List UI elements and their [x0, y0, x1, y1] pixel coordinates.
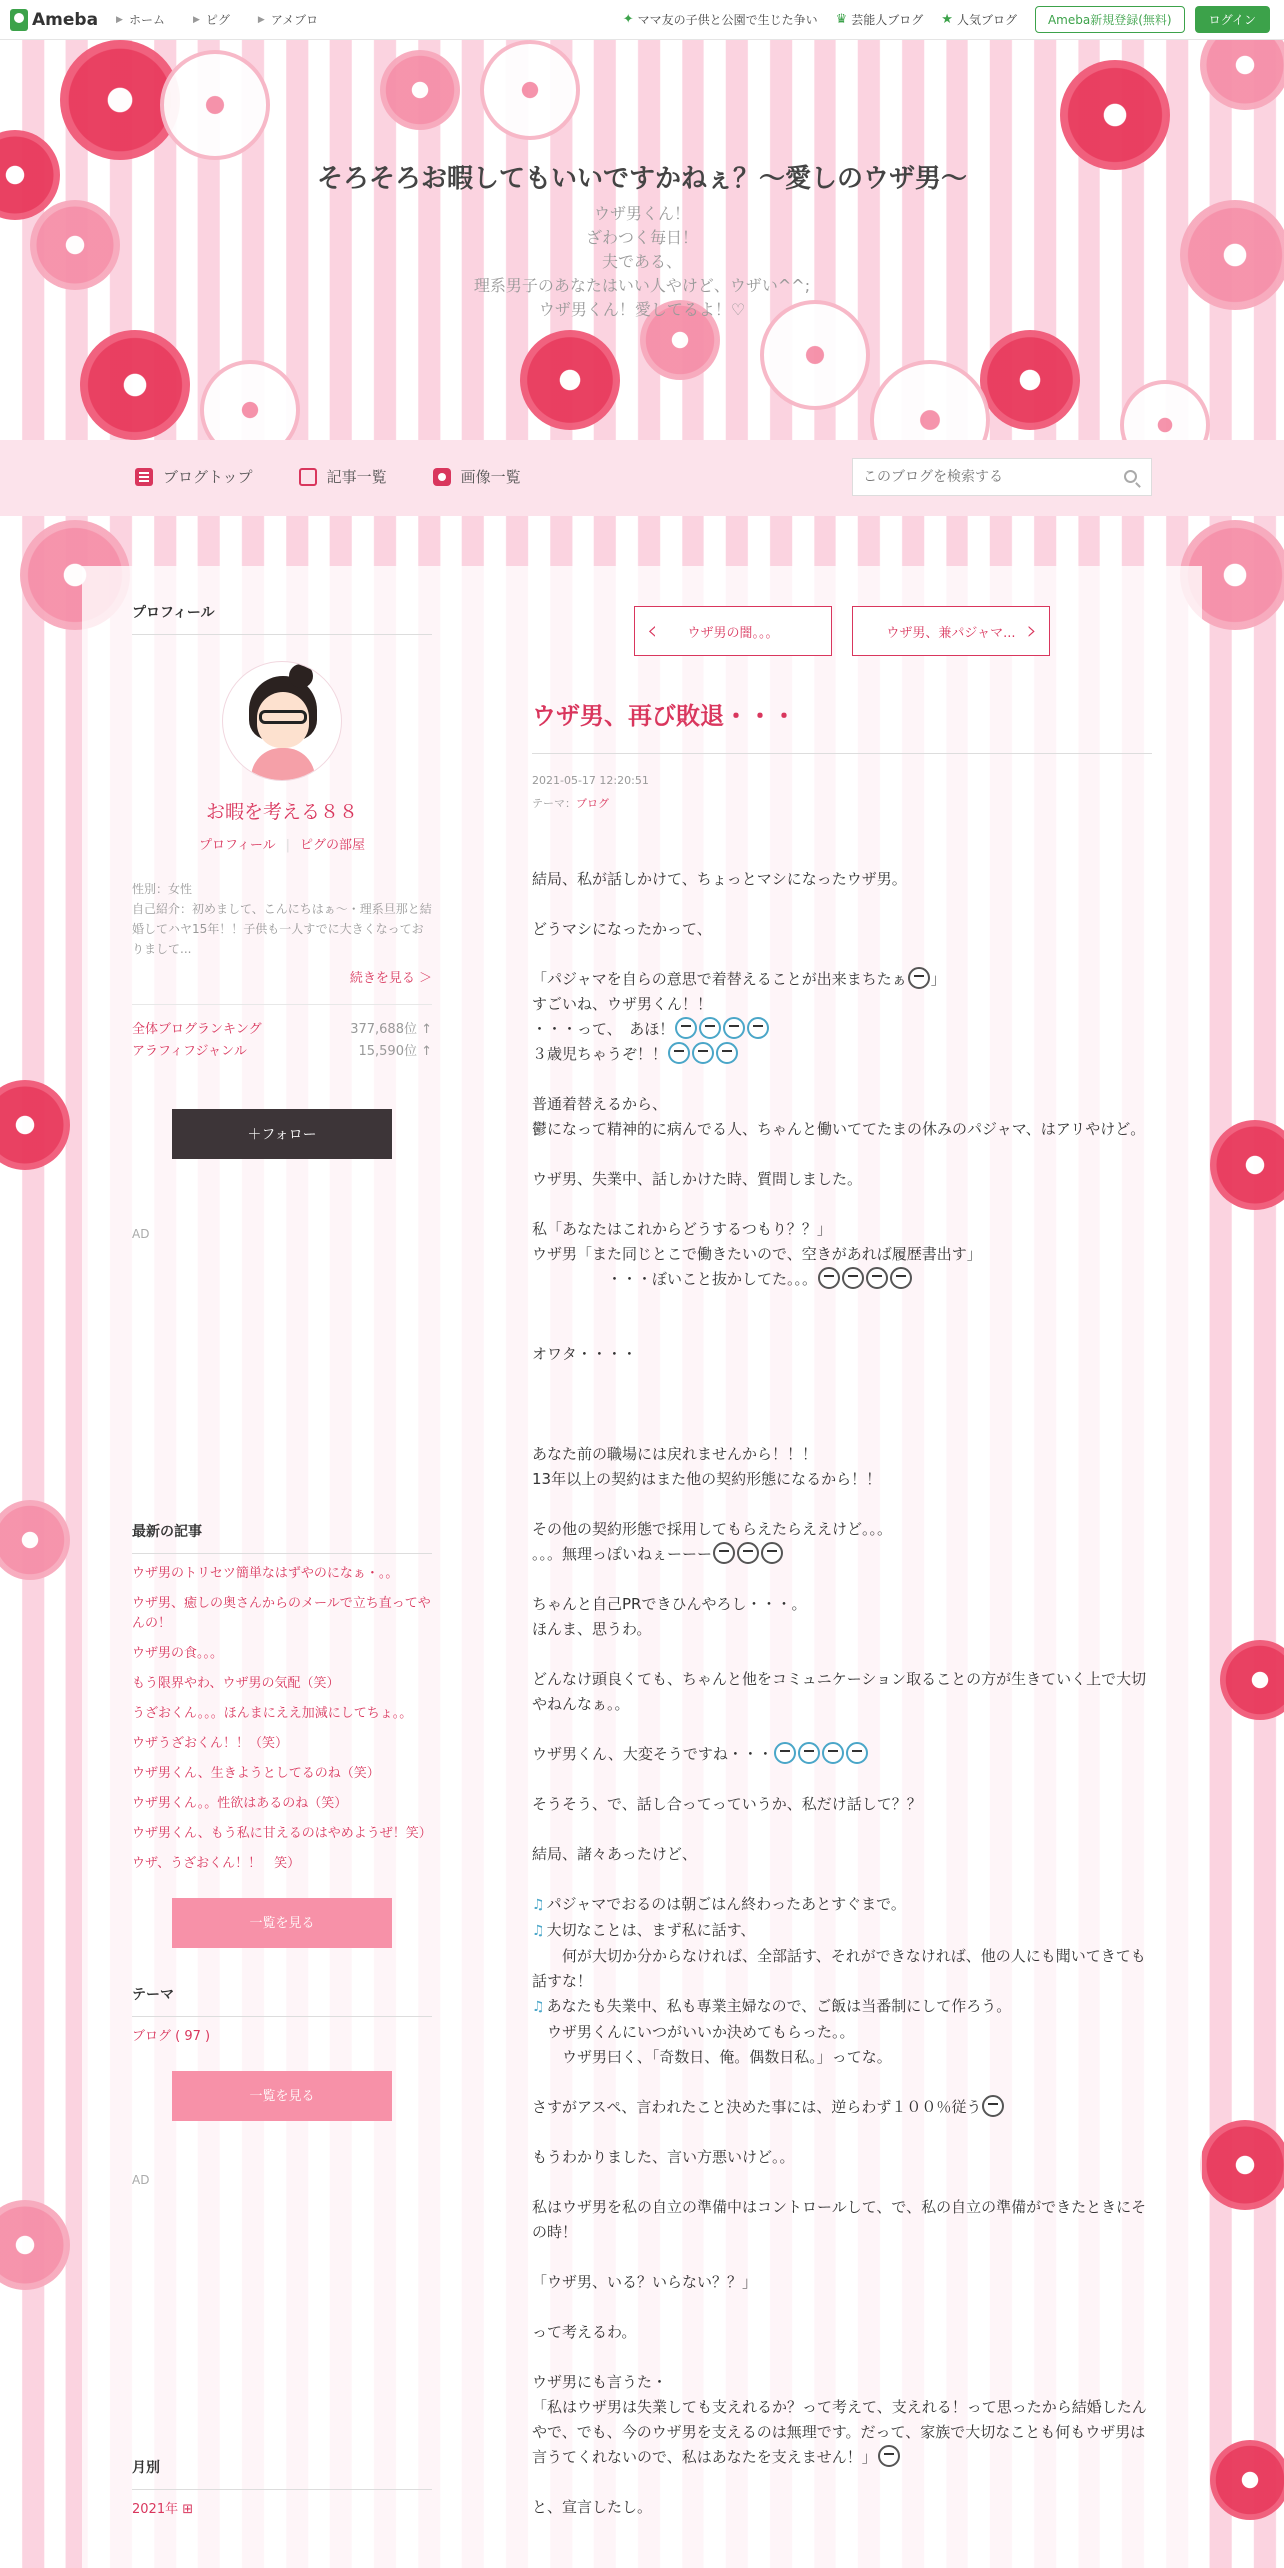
body-paragraph: 「ウザ男、いる？いらない？？」 — [532, 2273, 758, 2291]
main-container — [82, 566, 1202, 2568]
body-paragraph: オワタ・・・・ — [532, 1345, 637, 1363]
next-article-button[interactable]: ウザ男、兼パジャマ... › — [852, 606, 1050, 656]
emoji-icon — [692, 1042, 714, 1064]
blog-description: ウザ男くん！ ざわつく毎日！ 夫である、 理系男子のあなたはいい人やけど、ウザい^^; ウザ男くん！愛してるよ！♡ — [473, 204, 811, 319]
latest-article-link[interactable]: ウザ、うざおくん！！ 笑） — [132, 1856, 301, 1871]
emoji-icon — [761, 1542, 783, 1564]
body-paragraph: ♫ パジャマでおるのは朝ごはん終わったあとすぐまで。 — [532, 1895, 906, 1913]
body-paragraph: ウザ男「また同じとこで働きたいので、空きがあれば履歴書出す」 — [532, 1245, 982, 1263]
flower-decoration — [0, 1500, 70, 1580]
ad-label: AD — [132, 1227, 150, 1241]
global-nav — [116, 11, 346, 28]
body-paragraph: さすがアスペ、言われたこと決めた事には、逆らわず１００％従う — [532, 2095, 1152, 2120]
ranking-row — [132, 1041, 432, 1063]
body-paragraph: 普通着替えるから、 — [532, 1095, 668, 1113]
ranking-value: 15,590位 ↑ — [358, 1044, 432, 1059]
ameba-logo-icon — [10, 9, 28, 31]
body-paragraph: 13年以上の契約はまた他の契約形態になるから！！ — [532, 1470, 882, 1488]
body-paragraph: 私はウザ男を私の自立の準備中はコントロールして、で、私の自立の準備ができたときにその時！ — [532, 2198, 1147, 2241]
music-note-icon: ♫ — [532, 1897, 545, 1913]
body-paragraph: あなた前の職場には戻れませんから！！！ — [532, 1445, 818, 1463]
latest-article-link[interactable]: ウザ男の食。。。 — [132, 1646, 224, 1661]
camera-icon — [433, 468, 451, 486]
latest-article-link[interactable]: ウザ男くん、もう私に甘えるのはやめようぜ！笑） — [132, 1826, 432, 1841]
chevron-right-icon: ▶ — [257, 14, 265, 25]
body-paragraph: って考えるわ。 — [532, 2323, 637, 2341]
logo-text: Ameba — [32, 9, 99, 30]
month-heading: 月別 — [132, 2457, 432, 2490]
body-paragraph: ３歳児ちゃうぞ！！ — [532, 1042, 1152, 1067]
body-paragraph: その他の契約形態で採用してもらえたらええけど。。。 — [532, 1520, 893, 1538]
sidebar — [132, 602, 432, 2520]
article — [532, 606, 1152, 2520]
flower-decoration — [0, 1080, 70, 1170]
body-paragraph: 「私はウザ男は失業しても支えれるか？って考えて、支えれる！って思ったから結婚したんやで、でも、今のウザ男を支えるのは無理です。だって、家族で大切なことも何もウザ男は言うてくれないので、私はあなたを支えません！」 — [532, 2398, 1147, 2466]
blog-title[interactable]: そろそろお暇してもいいですかねぇ？〜愛しのウザ男〜 — [316, 164, 967, 194]
chevron-right-icon: ▶ — [116, 14, 123, 25]
star-icon: ★ — [941, 12, 953, 27]
emoji-icon — [878, 2445, 900, 2467]
ranking-genre-link[interactable]: アラフィフジャンル — [132, 1044, 247, 1059]
emoji-icon — [846, 1742, 868, 1764]
ad-label: AD — [132, 2173, 150, 2187]
flower-decoration — [1200, 2120, 1284, 2210]
avatar[interactable] — [222, 661, 342, 781]
body-paragraph: 結局、諸々あったけど、 — [532, 1845, 697, 1863]
emoji-icon — [675, 1017, 697, 1039]
emoji-icon — [798, 1742, 820, 1764]
chevron-right-icon: › — [1026, 616, 1037, 646]
body-paragraph: もうわかりました、言い方悪いけど。。 — [532, 2148, 795, 2166]
body-paragraph: ウザ男くんにいつがいいか決めてもらった。。 — [532, 2023, 855, 2041]
global-nav-pigg[interactable]: ▶ ピグ — [192, 13, 230, 27]
emoji-icon — [818, 1267, 840, 1289]
music-note-icon: ♫ — [532, 1999, 545, 2015]
month-archive-link[interactable]: 2021年 ⊞ — [132, 2502, 194, 2517]
flower-decoration — [1210, 2440, 1284, 2520]
sparkle-icon: ✦ — [622, 12, 634, 27]
celebrity-blog-link[interactable]: ♛ 芸能人ブログ — [835, 12, 924, 27]
latest-article-link[interactable]: ウザ男くん、生きようとしてるのね（笑） — [132, 1766, 380, 1781]
chevron-left-icon: ‹ — [647, 616, 658, 646]
crown-icon: ♛ — [835, 12, 848, 27]
profile-more-link[interactable]: 続きを見る ＞ — [349, 971, 432, 986]
body-paragraph: 鬱になって精神的に病んでる人、ちゃんと働いててたまの休みのパジャマ、はアリやけど。 — [532, 1120, 1146, 1138]
latest-article-link[interactable]: うざおくん。。。ほんまにええ加減にしてちょ。。 — [132, 1706, 413, 1721]
blog-search-input[interactable] — [853, 459, 1103, 495]
ad-slot — [132, 1241, 432, 1511]
article-title[interactable]: ウザ男、再び敗退・・・ — [532, 696, 1152, 754]
pages-icon — [299, 468, 317, 486]
popular-blog-link[interactable]: ★ 人気ブログ — [941, 12, 1017, 27]
ameba-logo[interactable] — [10, 9, 98, 31]
profile-intro: 性別：女性 自己紹介：初めまして、こんにちはぁ〜・理系旦那と結婚してハヤ15年！！子供も一人すでに大きくなっておりまして... — [132, 882, 432, 956]
trending-link[interactable]: ✦ ママ友の子供と公園で生じた争い — [622, 12, 818, 27]
emoji-icon — [699, 1017, 721, 1039]
emoji-icon — [774, 1742, 796, 1764]
global-nav-ameblo[interactable]: ▶ アメブロ — [257, 13, 319, 27]
body-paragraph: ・・・って、 あほ！ — [532, 1017, 1152, 1042]
ranking-overall-link[interactable]: 全体ブログランキング — [132, 1022, 262, 1037]
nav-image-list[interactable]: 画像一覧 — [433, 466, 521, 487]
blog-header — [0, 40, 1284, 440]
article-pager — [532, 606, 1152, 656]
flower-decoration — [1210, 1120, 1284, 1210]
article-date: 2021-05-17 12:20:51 — [532, 774, 649, 787]
body-paragraph: どんなけ頭良くても、ちゃんと他をコミュニケーション取ることの方が生きていく上で大切やねんなぁ。。 — [532, 1670, 1147, 1713]
body-paragraph: ウザ男にも言うた・ — [532, 2373, 668, 2391]
latest-heading: 最新の記事 — [132, 1521, 432, 1554]
emoji-icon — [668, 1042, 690, 1064]
flower-decoration — [0, 2200, 70, 2290]
latest-article-link[interactable]: もう限界やわ、ウザ男の気配（笑） — [132, 1676, 340, 1691]
emoji-icon — [890, 1267, 912, 1289]
emoji-icon — [737, 1542, 759, 1564]
emoji-icon — [747, 1017, 769, 1039]
profile-nickname[interactable]: お暇を考える８８ — [205, 801, 358, 823]
body-paragraph: 私「あなたはこれからどうするつもり？？」 — [532, 1220, 832, 1238]
body-paragraph: ウザ男、失業中、話しかけた時、質問しました。 — [532, 1170, 863, 1188]
login-button[interactable]: ログイン — [1195, 6, 1270, 33]
search-icon[interactable] — [1124, 470, 1137, 483]
chevron-right-icon: ▶ — [192, 14, 200, 25]
body-paragraph: すごいね、ウザ男くん！！ — [532, 995, 713, 1013]
body-paragraph: ほんま、思うわ。 — [532, 1620, 652, 1638]
body-paragraph: 「パジャマを自らの意思で着替えることが出来まちたぁ 」 — [532, 967, 1152, 992]
theme-list-button[interactable]: 一覧を見る — [172, 2071, 392, 2121]
nav-blog-top[interactable]: ブログトップ — [135, 466, 253, 487]
latest-list-button[interactable]: 一覧を見る — [172, 1898, 392, 1948]
body-paragraph: 何が大切か分からなければ、全部話す、それができなければ、他の人にも聞いてきても話すな！ — [532, 1947, 1146, 1990]
profile-links: プロフィール | ピグの部屋 — [198, 838, 366, 853]
emoji-icon — [723, 1017, 745, 1039]
article-theme-link[interactable]: ブログ — [576, 797, 609, 810]
nav-article-list[interactable]: 記事一覧 — [299, 466, 387, 487]
emoji-icon — [822, 1742, 844, 1764]
emoji-icon — [716, 1042, 738, 1064]
body-paragraph: そうそう、で、話し合ってっていうか、私だけ話して？？ — [532, 1795, 922, 1813]
article-body — [532, 867, 1152, 2520]
body-paragraph: ちゃんと自己PRできひんやろし・・・。 — [532, 1595, 807, 1613]
emoji-icon — [842, 1267, 864, 1289]
article-theme: テーマ：ブログ — [532, 797, 609, 810]
flower-decoration — [1220, 1640, 1284, 1720]
global-nav-home[interactable]: ▶ ホーム — [116, 13, 165, 27]
theme-heading: テーマ — [132, 1984, 432, 2017]
body-paragraph: と、宣言したし。 — [532, 2498, 653, 2516]
latest-article-link[interactable]: ウザ男のトリセツ簡単なはずやのになぁ・。。 — [132, 1566, 399, 1581]
register-button[interactable]: Ameba新規登録(無料) — [1035, 6, 1185, 33]
ranking-value: 377,688位 ↑ — [350, 1022, 432, 1037]
body-paragraph: ♫ 大切なことは、まず私に話す、 — [532, 1921, 756, 1939]
body-paragraph: ウザ男くん、大変そうですね・・・ — [532, 1742, 1152, 1767]
emoji-icon — [982, 2095, 1004, 2117]
follow-button[interactable]: ＋フォロー — [172, 1109, 392, 1159]
emoji-icon — [866, 1267, 888, 1289]
body-paragraph: ♫ あなたも失業中、私も専業主婦なので、ご飯は当番制にして作ろう。 — [532, 1997, 1012, 2015]
blog-nav-items — [135, 466, 567, 487]
blog-nav — [0, 440, 1284, 516]
latest-article-link[interactable]: ウザうざおくん！！（笑） — [132, 1736, 289, 1751]
emoji-icon — [908, 967, 930, 989]
theme-link[interactable]: ブログ ( 97 ) — [132, 2029, 211, 2044]
body-paragraph: ・・・ぼいこと抜かしてた。。。 — [532, 1267, 1152, 1292]
global-right — [623, 6, 1284, 33]
emoji-icon — [713, 1542, 735, 1564]
latest-article-link[interactable]: ウザ男くん。。性欲はあるのね（笑） — [132, 1796, 348, 1811]
prev-article-button[interactable]: ‹ ウザ男の闇。。。 — [634, 606, 832, 656]
body-paragraph: どうマシになったかって、 — [532, 920, 712, 938]
pigg-room-link[interactable]: ピグの部屋 — [300, 838, 366, 853]
latest-article-link[interactable]: ウザ男、癒しの奥さんからのメールで立ち直ってやんの！ — [132, 1596, 431, 1631]
body-paragraph: 結局、私が話しかけて、ちょっとマシになったウザ男。 — [532, 870, 907, 888]
ad-slot — [132, 2187, 432, 2457]
blog-search — [852, 458, 1152, 496]
ranking-row — [132, 1019, 432, 1041]
profile-link[interactable]: プロフィール — [198, 838, 276, 853]
document-icon — [135, 468, 153, 486]
body-paragraph: ウザ男曰く、「奇数日、俺。偶数日私。」ってな。 — [532, 2048, 892, 2066]
profile-heading: プロフィール — [132, 602, 432, 635]
global-header — [0, 0, 1284, 40]
body-paragraph: 。。。無理っぽいねぇーーー — [532, 1542, 1152, 1567]
music-note-icon: ♫ — [532, 1923, 545, 1939]
